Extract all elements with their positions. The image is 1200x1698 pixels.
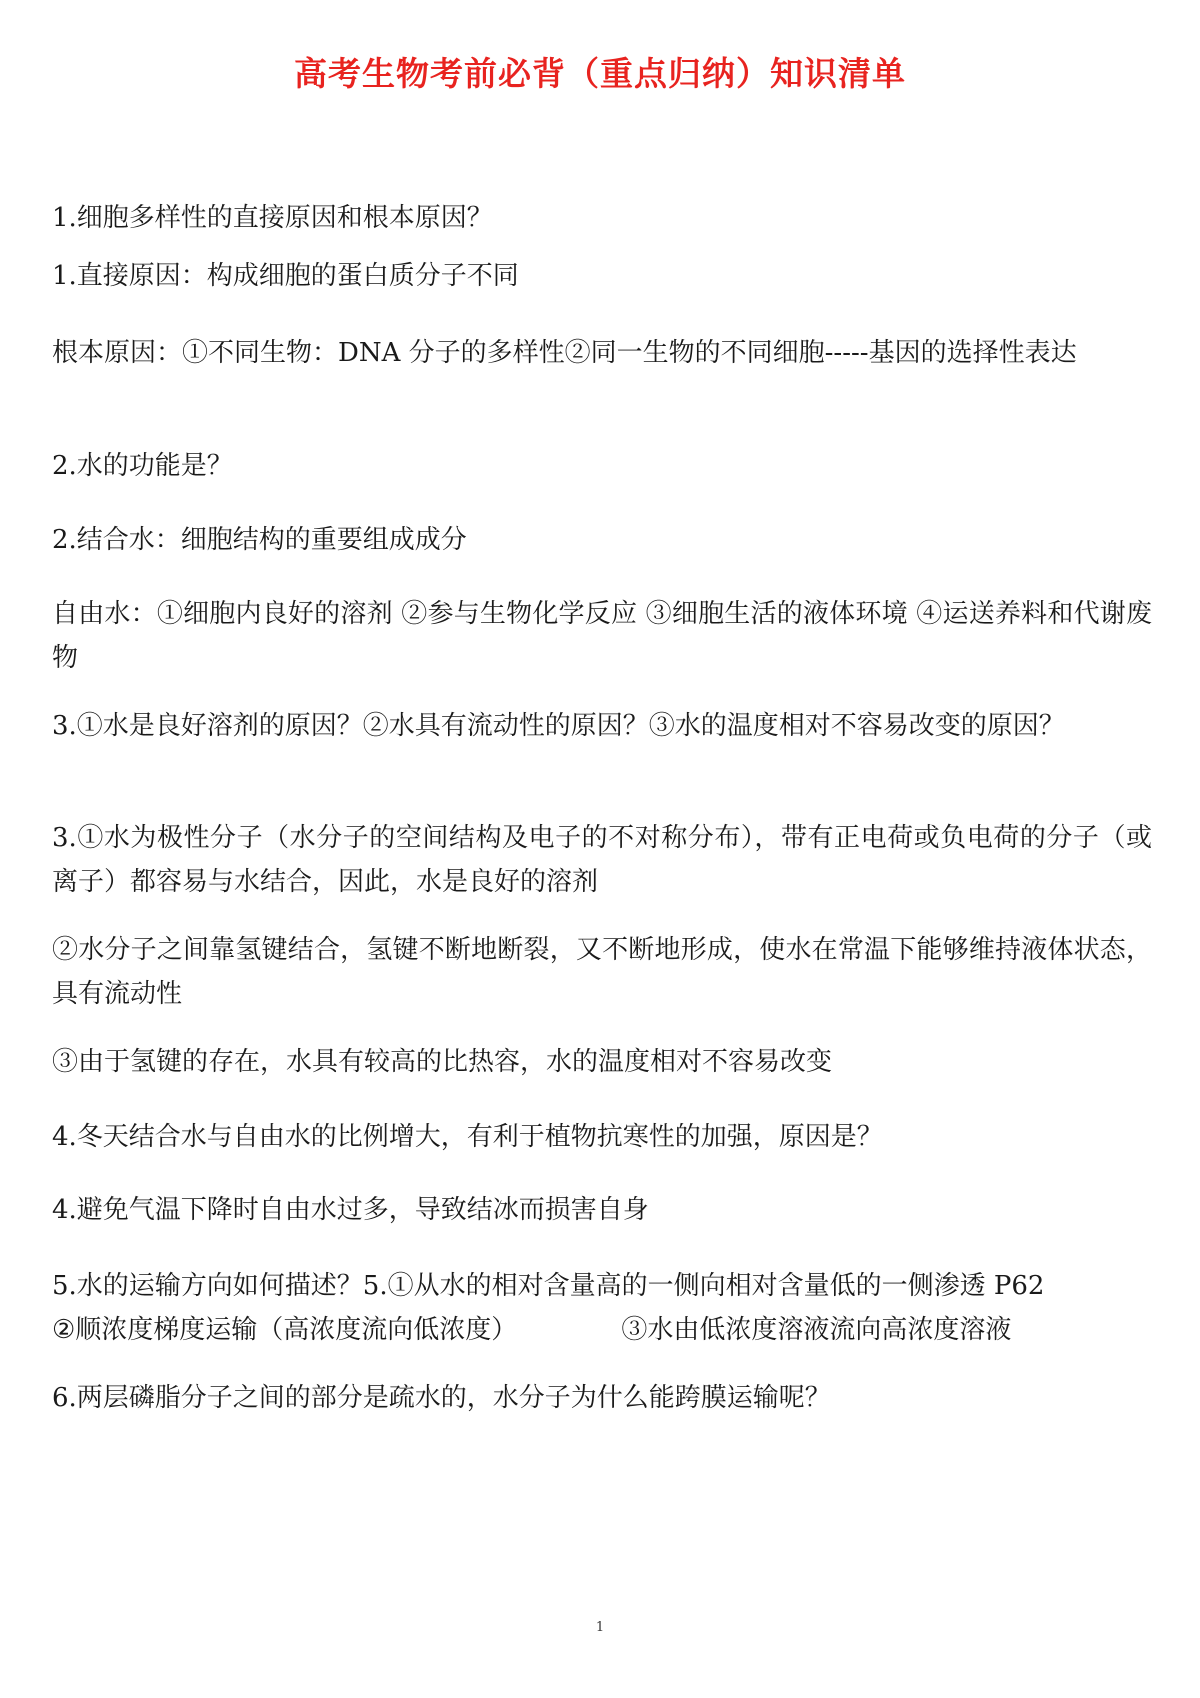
question-2: 2.水的功能是？ <box>52 451 233 481</box>
question-6: 6.两层磷脂分子之间的部分是疏水的，水分子为什么能跨膜运输呢？ <box>52 1383 831 1413</box>
question-answer-5 <box>52 1264 1152 1352</box>
question-3: 3.①水是良好溶剂的原因？②水具有流动性的原因？③水的温度相对不容易改变的原因？ <box>52 711 1065 741</box>
question-1: 1.细胞多样性的直接原因和根本原因？ <box>52 203 493 233</box>
question-4: 4.冬天结合水与自由水的比例增大，有利于植物抗寒性的加强，原因是？ <box>52 1122 883 1152</box>
answer-5-point-3: ③水由低浓度溶液流向高浓度溶液 <box>621 1315 1012 1345</box>
answer-4: 4.避免气温下降时自由水过多，导致结冰而损害自身 <box>52 1195 649 1225</box>
answer-3-temperature: ③由于氢键的存在，水具有较高的比热容，水的温度相对不容易改变 <box>52 1047 833 1077</box>
answer-5-line-1: 5.水的运输方向如何描述？5.①从水的相对含量高的一侧向相对含量低的一侧渗透 P62 <box>52 1271 1045 1301</box>
page-number: 1 <box>595 1620 605 1635</box>
answer-3-solvent: 3.①水为极性分子（水分子的空间结构及电子的不对称分布），带有正电荷或负电荷的分子（或离子）都容易与水结合，因此，水是良好的溶剂 <box>52 823 1152 897</box>
answer-1-direct-cause: 1.直接原因：构成细胞的蛋白质分子不同 <box>52 261 519 291</box>
answer-5-point-2: ②顺浓度梯度运输（高浓度流向低浓度） <box>52 1315 518 1345</box>
answer-2-free-water: 自由水：①细胞内良好的溶剂 ②参与生物化学反应 ③细胞生活的液体环境 ④运送养料和代谢废物 <box>52 599 1152 673</box>
answer-3-fluidity: ②水分子之间靠氢键结合，氢键不断地断裂，又不断地形成，使水在常温下能够维持液体状态，具有流动性 <box>52 935 1152 1009</box>
document-title: 高考生物考前必背（重点归纳）知识清单 <box>294 54 906 93</box>
answer-2-bound-water: 2.结合水：细胞结构的重要组成成分 <box>52 525 467 555</box>
answer-1-root-cause: 根本原因：①不同生物：DNA 分子的多样性②同一生物的不同细胞-----基因的选择性表达 <box>52 338 1077 368</box>
